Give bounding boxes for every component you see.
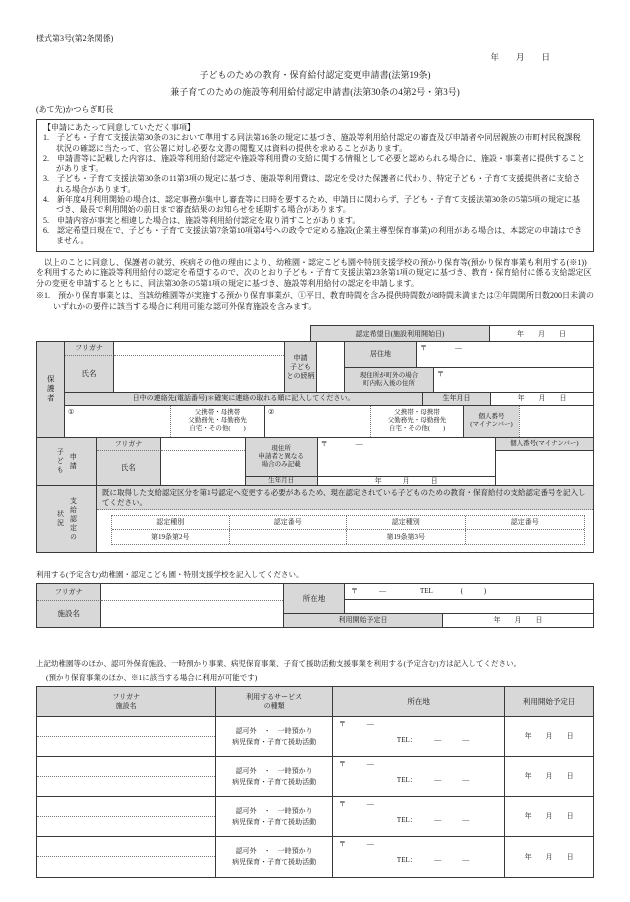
other-facilities-instruction: 上記幼稚園等のほか、認可外保育施設、一時預かり事業、病児保育事業、子育て援助活動支援事業を利用する(予定含む)方は記入してください。 — [36, 659, 521, 669]
facility-start-input[interactable]: 年 月 日 — [524, 772, 574, 781]
note1-paragraph: ※1. 預かり保育事業とは、当該幼稚園等が実施する預かり保育事業が、①平日、教育時間を含み提供時間数が8時間未満または②年間開所日数200日未満のいずれかの要件に該当する場合に利用可能な認可外保育施設を含みます。 — [36, 291, 594, 311]
child-name-label: 氏名 — [97, 451, 162, 485]
facility-service-options[interactable]: 認可外 ・ 一時預かり 病児保育・子育て援助活動 — [216, 757, 333, 796]
child-address-label: 現住所 申請者と異なる 場合のみ記載 — [246, 438, 318, 476]
facility-location-input[interactable]: 〒 ― TEL： ― ― — [333, 797, 505, 836]
top-date-line: 年 月 日 — [490, 52, 550, 62]
status-section-label: 支給認定の 状況 — [37, 486, 97, 552]
cert-no-input-1[interactable] — [230, 530, 348, 544]
facility-row — [37, 797, 593, 837]
fac1-start-label: 利用開始予定日 — [284, 614, 443, 627]
desired-date-input[interactable]: 年 月 日 — [490, 325, 594, 341]
facility-name-input[interactable] — [37, 757, 216, 796]
facility-name-input[interactable] — [37, 797, 216, 836]
fac2-header-service: 利用するサービス の種類 — [216, 687, 333, 716]
status-block — [37, 486, 593, 552]
form-number: 様式第3号(第2条関係) — [36, 34, 114, 43]
child-mynumber-header: 個人番号(マイナンバー) — [496, 438, 593, 451]
fac1-name-label: 施設名 — [37, 601, 101, 627]
facility-row — [37, 717, 593, 757]
status-instruction: 既に取得した支給認定区分を第1号認定へ変更する必要があるため、現在認定されている子どものための教育・保育給付の支給認定番号を記入してください。 — [97, 486, 593, 510]
fac1-furigana-input[interactable] — [101, 584, 283, 601]
relation-input[interactable] — [317, 342, 345, 392]
facility-service-options[interactable]: 認可外 ・ 一時預かり 病児保育・子育て援助活動 — [216, 717, 333, 756]
fac2-header-row — [37, 687, 593, 717]
form-title-1: 子どものための教育・保育給付認定変更申請書(法第19条) — [199, 70, 431, 80]
fac2-header-name: フリガナ 施設名 — [37, 687, 216, 716]
main-table — [36, 341, 594, 553]
daytime-contact-header: 日中の連絡先(電話番号)＊確実に連絡の取れる順に記入してください。 — [65, 393, 423, 405]
consent-paragraph: 以上のことに同意し、保護者の就労、疾病その他の理由により、幼稚園・認定こども園や特別支援学校の預かり保育等(預かり保育事業も利用する(※1))を利用するために施設等利用給付の認定を希望するので、次のとおり子ども・子育て支援法第23条第1項の規定に基づき、教育・保育給付に係る支給認定区分の変更を申請するとともに、同法第30条の5第1項の規定に基づき、施設等利用給付の認定を申請します。 — [36, 257, 592, 288]
fac1-start-input[interactable]: 年 月 日 — [493, 616, 543, 625]
notice-item-6: 6. 認定希望日現在で、子ども・子育て支援法第7条第10項第4号への政令で定める施設(企業主導型保育事業)の利用がある場合は、本認定の申請はできません。 — [43, 225, 583, 246]
phone1-input[interactable]: ① — [68, 407, 75, 416]
cert-type-value-1: 第19条第2号 — [112, 530, 230, 544]
facility-start-input[interactable]: 年 月 日 — [524, 812, 574, 821]
phone1-type-options: 父携帯・母携帯 父勤務先・母勤務先 自宅・その他( ) — [170, 406, 264, 437]
facility-row — [37, 757, 593, 797]
guardian-name-input[interactable] — [114, 356, 284, 392]
guardian-block — [37, 342, 593, 438]
desired-date-label: 認定希望日(施設利用開始日) — [310, 325, 490, 341]
address-out-label: 現住所が町外の場合 町内転入後の住所 — [345, 368, 434, 393]
fac1-location-label: 所在地 — [284, 584, 345, 613]
cert-type-header-1: 認定種別 — [112, 516, 230, 529]
fac1-furigana-label: フリガナ — [37, 584, 101, 601]
phone2-input[interactable]: ② — [264, 406, 370, 437]
guardian-birthdate-label: 生年月日 — [423, 393, 491, 405]
consent-notice-box — [36, 119, 594, 252]
child-address-input[interactable]: 〒 ― — [318, 438, 496, 476]
cert-type-header-2: 認定種別 — [347, 516, 466, 529]
residence-input[interactable]: 〒 ― — [420, 344, 462, 353]
notice-item-3: 3. 子ども・子育て支援法第30条の11第3項の規定に基づき、施設等利用費は、認定を受けた保護者に代わり、特定子ども・子育て支援提供者に支給される場合があります。 — [43, 174, 581, 194]
guardian-section-label: 保護者 — [37, 342, 65, 437]
notice-item-4: 4. 新年度4月利用開始の場合は、認定事務が集中し審査等に日時を要するため、申請日に関わらず、子ども・子育て支援法第30条の5第5項の規定に基づき、最長で利用開始の前日まで審査結果のお知らせを延期する場合があります。 — [43, 195, 581, 215]
cert-no-input-2[interactable] — [466, 530, 585, 544]
kindergarten-instruction: 利用する(予定含む)幼稚園・認定こども園・特別支援学校を記入してください。 — [36, 570, 304, 580]
notice-heading: 【申請にあたって同意していただく事項】 — [43, 123, 195, 132]
facility-service-options[interactable]: 認可外 ・ 一時預かり 病児保育・子育て援助活動 — [216, 797, 333, 836]
facility-location-input[interactable]: 〒 ― TEL： ― ― — [333, 837, 505, 877]
notice-item-1: 1. 子ども・子育て支援法第30条の3において準用する同法第16条の規定に基づき、施設等利用給付認定の審査及び申請者や同居親族の市町村民税課税状況の確認に当たって、官公署に対し必要な文書の閲覧又は資料の提供を求めることがあります。 — [43, 133, 581, 153]
guardian-mynumber-label: 個人番号 (マイナンバー) — [463, 406, 519, 437]
fac1-name-input[interactable] — [101, 601, 283, 627]
facility-start-input[interactable]: 年 月 日 — [524, 732, 574, 741]
guardian-mynumber-input[interactable] — [519, 406, 593, 437]
kindergarten-table — [36, 583, 594, 628]
cert-type-value-2: 第19条第3号 — [347, 530, 466, 544]
child-furigana-input[interactable] — [161, 438, 244, 451]
child-block — [37, 438, 593, 486]
other-facilities-table — [36, 686, 594, 878]
addressee: (あて先)かつらぎ町長 — [36, 105, 114, 114]
other-facilities-note: (預かり保育事業のほか、※1に該当する場合に利用が可能です) — [46, 673, 258, 683]
notice-item-2: 2. 申請書等に記載した内容は、施設等利用給付認定や施設等利用費の支給に関する情報として必要と認められる場合に、施設・事業者に提供することがあります。 — [43, 153, 585, 174]
guardian-furigana-label: フリガナ — [65, 342, 114, 356]
guardian-furigana-input[interactable] — [114, 342, 284, 356]
residence-label: 居住地 — [345, 342, 417, 367]
guardian-name-label: 氏名 — [65, 356, 114, 392]
facility-name-input[interactable] — [37, 717, 216, 756]
cert-no-header-2: 認定番号 — [510, 518, 539, 527]
child-furigana-label: フリガナ — [97, 438, 162, 451]
desired-date-row — [310, 325, 594, 341]
child-section-label: 申請 子ども — [37, 438, 97, 485]
child-mynumber-input[interactable] — [496, 451, 593, 485]
fac2-header-start: 利用開始予定日 — [505, 687, 593, 716]
fac1-location-input[interactable]: 〒 ― TEL ( ) — [345, 584, 593, 613]
facility-row — [37, 837, 593, 877]
facility-location-input[interactable]: 〒 ― TEL： ― ― — [333, 757, 505, 796]
relation-label: 申請 子ども との続柄 — [285, 342, 317, 392]
form-title-2: 兼子育てのための施設等利用給付認定申請書(法第30条の4第2号・第3号) — [170, 87, 460, 97]
address-out-input[interactable]: 〒 — [437, 369, 444, 378]
facility-start-input[interactable]: 年 月 日 — [524, 852, 574, 861]
cert-number-table — [111, 515, 585, 545]
phone2-type-options: 父携帯・母携帯 父勤務先・母勤務先 自宅・その他( ) — [370, 406, 463, 437]
facility-name-input[interactable] — [37, 837, 216, 877]
guardian-birthdate-input[interactable]: 年 月 日 — [517, 394, 567, 403]
fac2-header-location: 所在地 — [333, 687, 505, 716]
child-name-input[interactable] — [161, 451, 244, 485]
notice-item-5: 5. 申請内容が事実と相違した場合は、施設等利用給付認定を取り消すことがあります。 — [43, 215, 361, 225]
facility-location-input[interactable]: 〒 ― TEL： ― ― — [333, 717, 505, 756]
cert-no-header-1: 認定番号 — [230, 516, 348, 529]
child-birthdate-label: 生年月日 — [246, 477, 318, 485]
child-birthdate-input[interactable]: 年 月 日 — [318, 477, 496, 485]
facility-service-options[interactable]: 認可外 ・ 一時預かり 病児保育・子育て援助活動 — [216, 837, 333, 877]
